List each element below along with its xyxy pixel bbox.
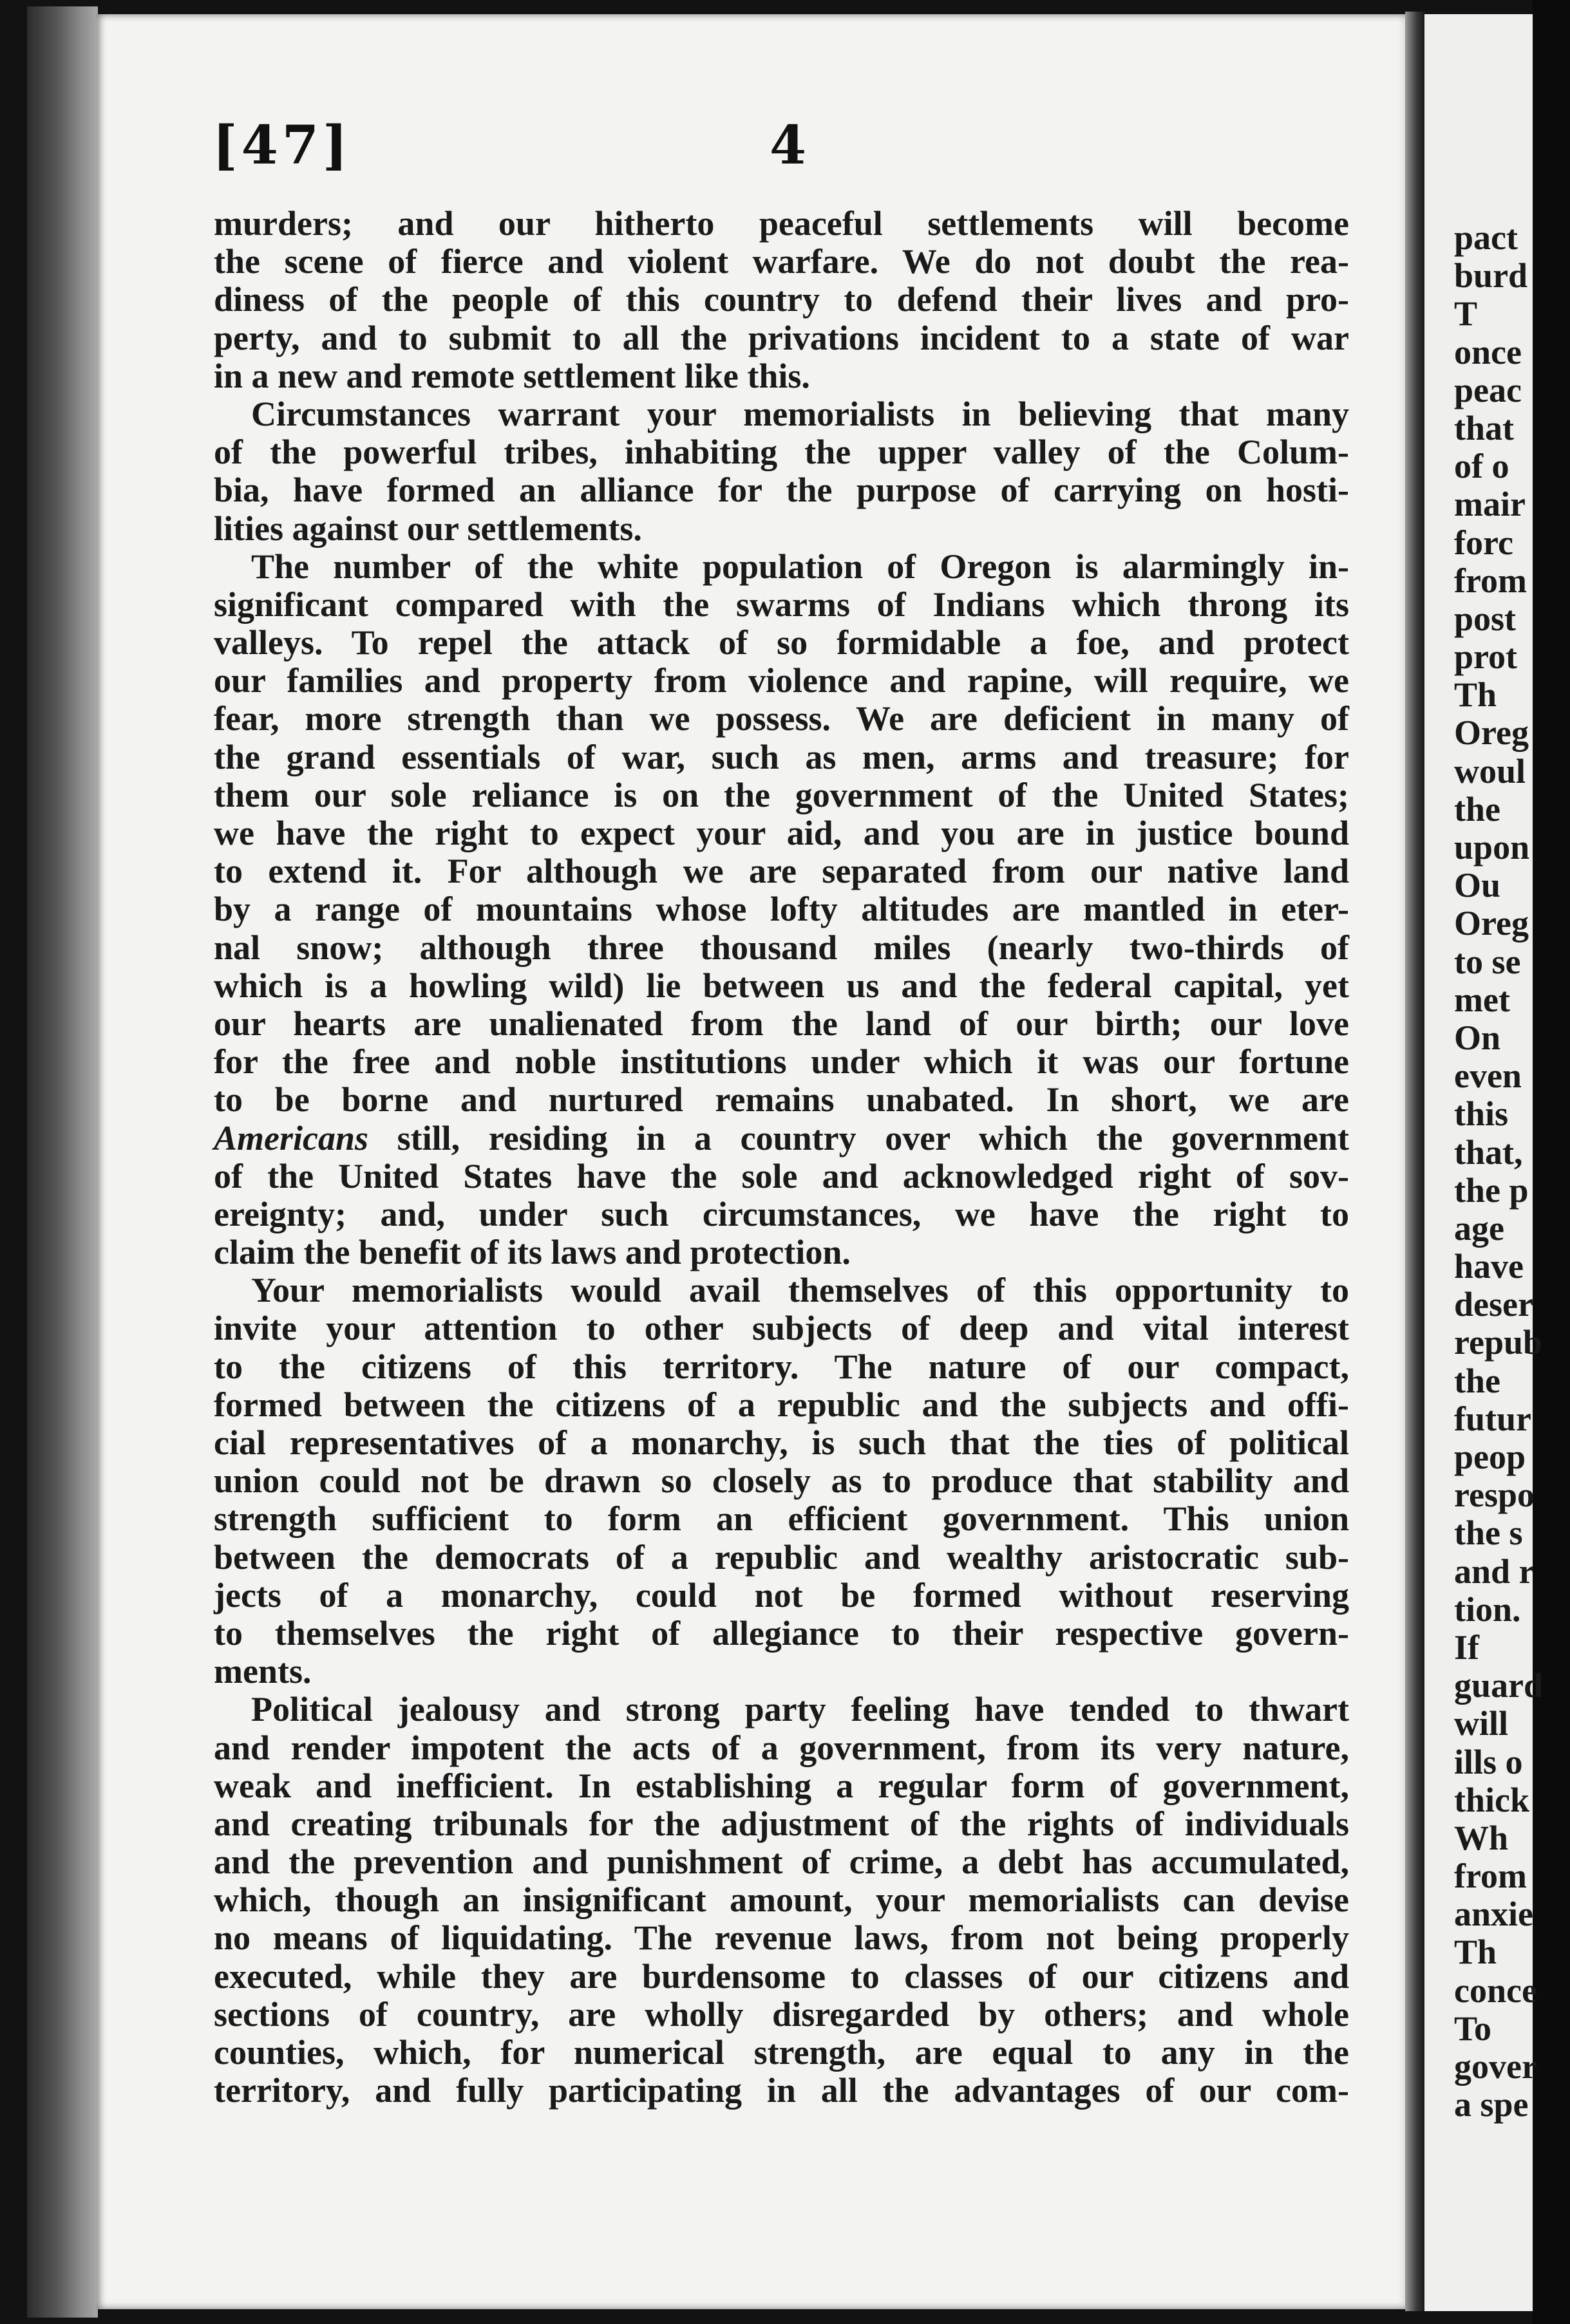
text-line: fear, more strength than we possess. We are deficient in many of	[214, 699, 1349, 738]
facing-page-fragment: deser	[1454, 1285, 1533, 1324]
facing-page-fragment: that	[1454, 408, 1514, 447]
text-line: to themselves the right of allegiance to their respective govern-	[214, 1613, 1349, 1653]
facing-page-fragment: of o	[1454, 447, 1509, 486]
facing-page-fragment: age	[1454, 1208, 1504, 1248]
facing-page-fragment: repub	[1454, 1323, 1543, 1362]
facing-page-fragment: met	[1454, 980, 1510, 1019]
text-line	[214, 1120, 1349, 1157]
text-line-rest: still, residing in a country over which the government	[368, 1118, 1349, 1157]
facing-page-fragment: gover	[1454, 2047, 1537, 2086]
text-line: bia, have formed an alliance for the purpose of carrying on hosti-	[214, 471, 1349, 510]
text-line: perty, and to submit to all the privations incident to a state of war	[214, 318, 1349, 357]
page-number: 4	[770, 115, 807, 176]
text-line: ments.	[214, 1652, 312, 1691]
text-line: no means of liquidating. The revenue laws, from not being properly	[214, 1918, 1349, 1958]
text-line: ereignty; and, under such circumstances, we have the right to	[214, 1194, 1349, 1233]
text-line: the grand essentials of war, such as men, arms and treasure; for	[214, 737, 1349, 776]
text-line: diness of the people of this country to defend their lives and pro-	[214, 280, 1349, 319]
facing-page	[1424, 14, 1544, 2311]
facing-page-fragment: conce	[1454, 1971, 1537, 2010]
text-line: claim the benefit of its laws and protection.	[214, 1233, 851, 1272]
text-line: nal snow; although three thousand miles (nearly two-thirds of	[214, 928, 1349, 967]
facing-page-fragment: Ou	[1454, 866, 1501, 905]
text-line: our families and property from violence and rapine, will require, we	[214, 661, 1349, 700]
facing-page-fragment: woul	[1454, 751, 1526, 791]
facing-page-fragment: have	[1454, 1247, 1524, 1286]
text-line: and the prevention and punishment of crime, a debt has accumulated,	[214, 1842, 1349, 1882]
text-line: between the democrats of a republic and wealthy aristocratic sub-	[214, 1537, 1349, 1577]
text-line: Your memorialists would avail themselves of this opportunity to	[251, 1271, 1349, 1310]
facing-page-fragment: post	[1454, 599, 1517, 638]
facing-page-fragment: mair	[1454, 485, 1526, 524]
facing-page-fragment: anxie	[1454, 1895, 1534, 1934]
facing-page-fragment: Th	[1454, 675, 1497, 715]
text-line: for the free and noble institutions under which it was our fortune	[214, 1042, 1349, 1082]
text-line: to extend it. For although we are separated from our native land	[214, 852, 1349, 891]
italic-word: Americans	[214, 1118, 369, 1157]
facing-page-fragment: guard	[1454, 1666, 1544, 1705]
facing-page-fragment: respo	[1454, 1476, 1535, 1515]
facing-page-fragment: the s	[1454, 1513, 1523, 1553]
facing-page-fragment: a spe	[1454, 2085, 1529, 2124]
text-line: union could not be drawn so closely as to produce that stability and	[214, 1461, 1349, 1501]
text-line: of the United States have the sole and acknowledged right of sov-	[214, 1156, 1349, 1195]
facing-page-fragment: burd	[1454, 256, 1528, 295]
facing-page-fragment: that,	[1454, 1132, 1523, 1172]
text-line: in a new and remote settlement like this.	[214, 356, 810, 395]
facing-page-fragment: will	[1454, 1704, 1509, 1743]
facing-page-fragment: the	[1454, 1361, 1500, 1400]
book-edge	[27, 6, 98, 2318]
facing-page-fragment: upon	[1454, 828, 1530, 867]
text-line: by a range of mountains whose lofty altitudes are mantled in eter-	[214, 890, 1349, 929]
facing-page-fragment: peop	[1454, 1438, 1526, 1476]
text-line: counties, which, for numerical strength, are equal to any in the	[214, 2033, 1349, 2072]
book-gutter	[1405, 12, 1424, 2311]
facing-page-fragment: from	[1454, 561, 1527, 600]
facing-page-fragment: and r	[1454, 1551, 1535, 1591]
text-line: formed between the citizens of a republic and the subjects and offi-	[214, 1385, 1349, 1424]
text-line: invite your attention to other subjects of deep and vital interest	[214, 1309, 1349, 1348]
text-line: The number of the white population of Oregon is alarmingly in-	[251, 547, 1349, 586]
facing-page-fragment: To	[1454, 2009, 1492, 2048]
facing-page-fragment: T	[1454, 294, 1478, 333]
facing-page-fragment: peac	[1454, 370, 1522, 409]
facing-page-fragment: the p	[1454, 1170, 1529, 1210]
facing-page-fragment: On	[1454, 1018, 1501, 1057]
facing-page-fragment: Oreg	[1454, 904, 1529, 943]
facing-page-fragment: Oreg	[1454, 713, 1529, 753]
facing-page-fragment: even	[1454, 1056, 1522, 1096]
text-line: cial representatives of a monarchy, is such that the ties of political	[214, 1423, 1349, 1462]
facing-page-fragment: pact	[1454, 218, 1518, 257]
facing-page-text	[1454, 219, 1570, 2124]
facing-page-fragment: futur	[1454, 1399, 1531, 1438]
text-line: our hearts are unalienated from the land of our birth; our love	[214, 1004, 1349, 1043]
facing-page-fragment: this	[1454, 1094, 1509, 1134]
facing-page-fragment: thick	[1454, 1780, 1530, 1819]
text-line: jects of a monarchy, could not be formed without reserving	[214, 1575, 1349, 1615]
text-line: Political jealousy and strong party feeling have tended to thwart	[251, 1690, 1349, 1729]
page-header	[213, 115, 1346, 176]
text-line: them our sole reliance is on the government of the United States;	[214, 775, 1349, 814]
text-line: which, though an insignificant amount, your memorialists can devise	[214, 1880, 1349, 1920]
facing-page-fragment: ills o	[1454, 1742, 1523, 1781]
body-text	[214, 205, 1349, 2110]
facing-page-fragment: If	[1454, 1627, 1479, 1667]
facing-page-fragment: Th	[1454, 1933, 1497, 1972]
text-line: which is a howling wild) lie between us and the federal capital, yet	[214, 966, 1349, 1005]
text-line: territory, and fully participating in all the advantages of our com-	[214, 2071, 1349, 2110]
text-line: to be borne and nurtured remains unabated. In short, we are	[214, 1080, 1349, 1120]
text-line: weak and inefficient. In establishing a regular form of government,	[214, 1766, 1349, 1805]
text-line: lities against our settlements.	[214, 509, 642, 548]
facing-page-fragment: tion.	[1454, 1589, 1521, 1629]
facing-page-fragment: forc	[1454, 523, 1513, 562]
text-line: Circumstances warrant your memorialists in believing that many	[251, 394, 1349, 433]
text-line: sections of country, are wholly disregarded by others; and whole	[214, 1994, 1349, 2034]
text-line: valleys. To repel the attack of so formidable a foe, and protect	[214, 623, 1349, 662]
text-line: to the citizens of this territory. The nature of our compact,	[214, 1347, 1349, 1386]
text-line: strength sufficient to form an efficient government. This union	[214, 1499, 1349, 1539]
page-reference: [47]	[213, 115, 352, 176]
facing-page-fragment: Wh	[1454, 1818, 1509, 1857]
text-line: the scene of fierce and violent warfare. We do not doubt the rea-	[214, 242, 1349, 281]
text-line: murders; and our hitherto peaceful settlements will become	[214, 204, 1349, 243]
facing-page-fragment: from	[1454, 1857, 1527, 1896]
text-line: of the powerful tribes, inhabiting the upper valley of the Colum-	[214, 433, 1349, 472]
facing-page-fragment: the	[1454, 789, 1500, 829]
facing-page-fragment: prot	[1454, 637, 1518, 677]
text-line: we have the right to expect your aid, and you are in justice bound	[214, 814, 1349, 852]
facing-page-fragment: to se	[1454, 942, 1521, 981]
text-line: executed, while they are burdensome to classes of our citizens and	[214, 1956, 1349, 1996]
text-line: significant compared with the swarms of Indians which throng its	[214, 585, 1349, 624]
text-line: and creating tribunals for the adjustment of the rights of individuals	[214, 1804, 1349, 1843]
text-line: and render impotent the acts of a government, from its very nature,	[214, 1728, 1349, 1767]
facing-page-fragment: once	[1454, 332, 1522, 371]
